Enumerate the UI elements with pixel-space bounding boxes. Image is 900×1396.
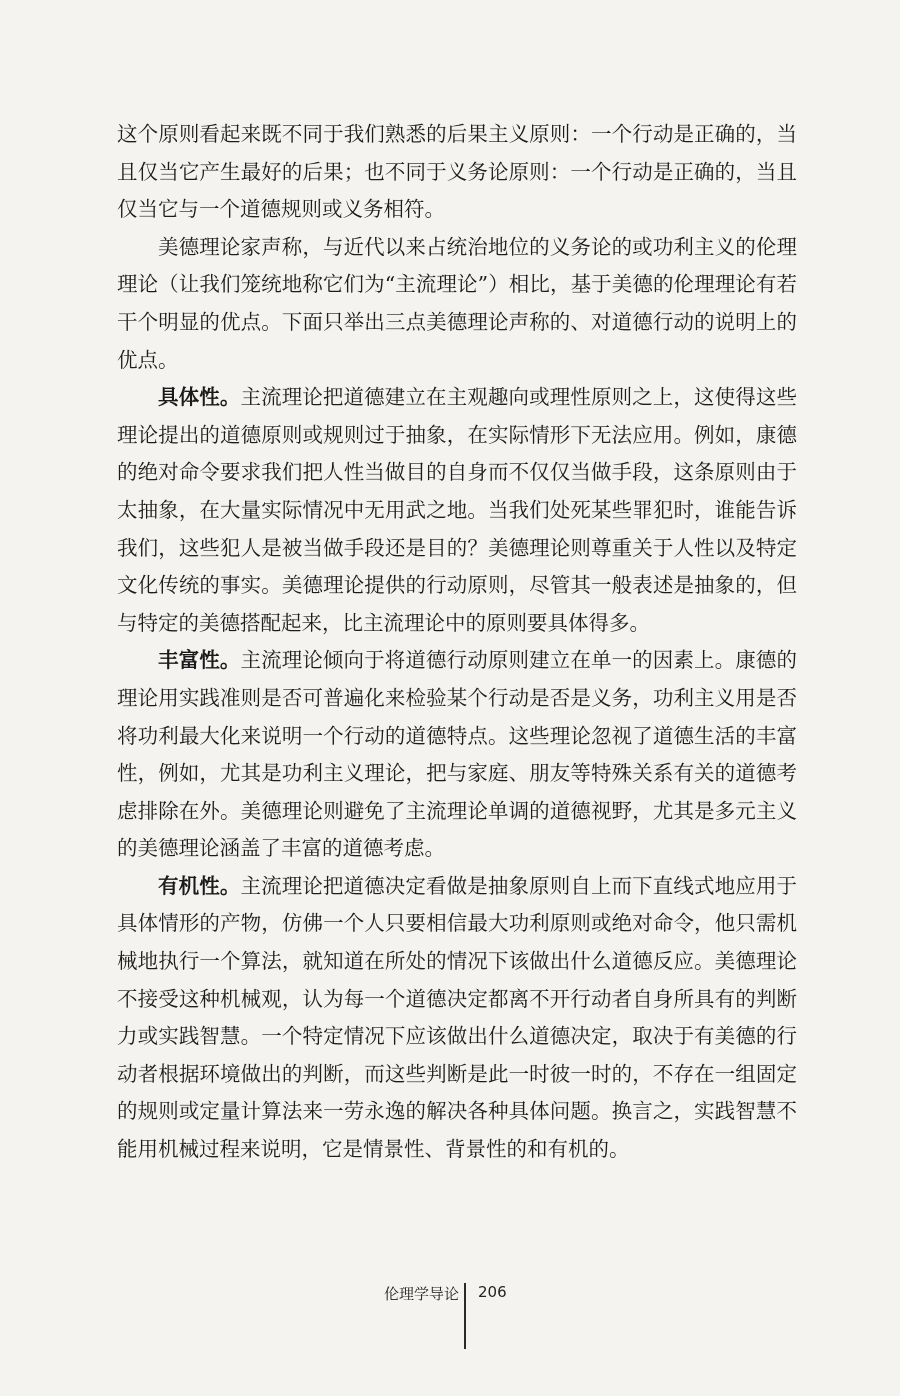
keyword-richness: 丰富性。	[158, 648, 241, 673]
page-footer	[0, 1283, 900, 1353]
page-number: 206	[478, 1283, 507, 1301]
paragraph-organicity-text: 主流理论把道德决定看做是抽象原则自上而下直线式地应用于具体情形的产物，仿佛一个人只要相信最大功利原则或绝对命令，他只需机械地执行一个算法，就知道在所处的情况下该做出什么道德反应。美德理论不接受这种机械观，认为每一个道德决定都离不开行动者自身所具有的判断力或实践智慧。一个特定情况下应该做出什么道德决定，取决于有美德的行动者根据环境做出的判断，而这些判断是此一时彼一时的，不存在一组固定的规则或定量计算法来一劳永逸的解决各种具体问题。换言之，实践智慧不能用机械过程来说明，它是情景性、背景性的和有机的。	[117, 873, 798, 1162]
paragraph-richness	[117, 642, 797, 868]
running-book-title: 伦理学导论	[383, 1285, 459, 1303]
paragraph-1	[117, 116, 797, 229]
body-text	[117, 116, 797, 1169]
paragraph-2-text: 美德理论家声称，与近代以来占统治地位的义务论的或功利主义的伦理理论（让我们笼统地称它们为“主流理论”）相比，基于美德的伦理理论有若干个明显的优点。下面只举出三点美德理论声称的、对道德行动的说明上的优点。	[117, 234, 797, 372]
paragraph-concreteness-text: 主流理论把道德建立在主观趣向或理性原则之上，这使得这些理论提出的道德原则或规则过于抽象，在实际情形下无法应用。例如，康德的绝对命令要求我们把人性当做目的自身而不仅仅当做手段，这条原则由于太抽象，在大量实际情况中无用武之地。当我们处死某些罪犯时，谁能告诉我们，这些犯人是被当做手段还是目的？美德理论则尊重关于人性以及特定文化传统的事实。美德理论提供的行动原则，尽管其一般表述是抽象的，但与特定的美德搭配起来，比主流理论中的原则要具体得多。	[117, 385, 798, 635]
keyword-concreteness: 具体性。	[158, 385, 241, 410]
paragraph-concreteness	[117, 379, 797, 642]
paragraph-organicity	[117, 868, 797, 1169]
paragraph-1-text: 这个原则看起来既不同于我们熟悉的后果主义原则：一个行动是正确的，当且仅当它产生最好的后果；也不同于义务论原则：一个行动是正确的，当且仅当它与一个道德规则或义务相符。	[117, 122, 797, 222]
paragraph-richness-text: 主流理论倾向于将道德行动原则建立在单一的因素上。康德的理论用实践准则是否可普遍化来检验某个行动是否是义务，功利主义用是否将功利最大化来说明一个行动的道德特点。这些理论忽视了道德生活的丰富性，例如，尤其是功利主义理论，把与家庭、朋友等特殊关系有关的道德考虑排除在外。美德理论则避免了主流理论单调的道德视野，尤其是多元主义的美德理论涵盖了丰富的道德考虑。	[117, 648, 798, 861]
keyword-organicity: 有机性。	[158, 873, 241, 898]
footer-divider	[464, 1283, 466, 1349]
paragraph-2	[117, 229, 797, 379]
